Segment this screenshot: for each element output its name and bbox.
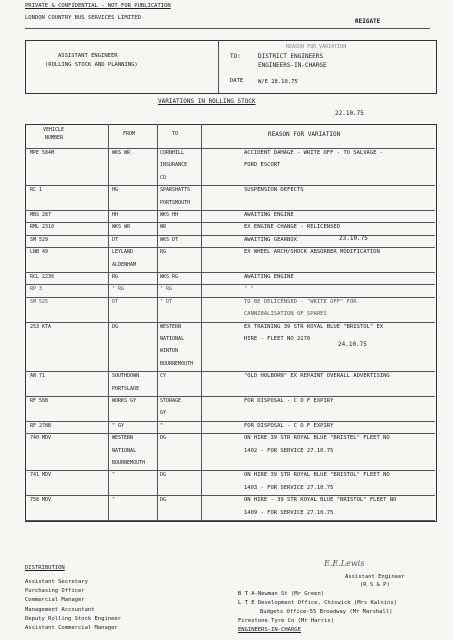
distribution-left-item: Commercial Manager xyxy=(25,597,85,604)
table-cell-r: AWAITING ENGINE xyxy=(244,212,294,218)
table-cell-r: EX ENGINE CHANGE - RELICENSED xyxy=(244,224,341,231)
table-cell-t: STORAGE xyxy=(160,398,182,404)
distribution-right-item: Budgets Office-55 Broadway (Mr Marshall) xyxy=(260,609,393,615)
signoff-sub: (R S & P) xyxy=(360,582,390,588)
table-cell-t: WKS RG xyxy=(160,274,179,280)
table-cell-r: FOR DISPOSAL - C O F EXPIRY xyxy=(244,398,334,404)
table-cell-r: 1402 - FOR SERVICE 27.10.75 xyxy=(244,447,334,454)
table-row-rule xyxy=(25,322,435,323)
table-row-rule xyxy=(25,520,435,521)
to-line-2: ENGINEERS-IN-CHARGE xyxy=(258,62,327,69)
table-cell-f: DT xyxy=(112,236,119,243)
table-cell-f: " RG xyxy=(112,286,125,293)
signature: E.E.Lewis xyxy=(324,559,365,568)
table-row-rule xyxy=(25,495,435,496)
table-row-rule xyxy=(25,284,435,285)
table-cell-v: SM 525 xyxy=(30,298,49,305)
table-cell-r: CANNIBALISATION OF SPARES xyxy=(244,311,327,318)
table-cell-t: WINTON xyxy=(160,348,179,355)
table-cell-f: " xyxy=(112,472,116,479)
table-cell-t: BOURNEMOUTH xyxy=(160,360,194,367)
table-cell-r: HIRE - FLEET NO 2270 xyxy=(244,336,311,342)
table-cell-r: ON HIRE 39 STR ROYAL BLUE "BRISTOL" FLEET NO xyxy=(244,472,390,479)
to-label: TO: xyxy=(230,53,241,60)
table-cell-v: MPE 584M xyxy=(30,150,55,156)
document-title: VARIATIONS IN ROLLING STOCK xyxy=(158,98,256,105)
company-name: LONDON COUNTRY BUS SERVICES LIMITED xyxy=(25,15,141,21)
date-mid-2: 24.10.75 xyxy=(338,341,367,348)
distribution-left-item: Assistant Commercial Manager xyxy=(25,625,118,631)
table-row-rule xyxy=(25,470,435,471)
table-cell-v: 253 KTA xyxy=(30,323,52,330)
table-row-rule xyxy=(25,396,435,397)
distribution-right-item: Firestone Tyre Co (Mr Harris) xyxy=(238,618,335,624)
table-cell-v: RC 1 xyxy=(30,187,43,194)
table-cell-r: FORD ESCORT xyxy=(244,162,281,169)
table-cell-t: RG xyxy=(160,249,167,256)
table-cell-t: SPARSHATTS xyxy=(160,187,191,194)
table-cell-t: GY xyxy=(160,410,167,417)
table-row-rule xyxy=(25,235,435,236)
table-cell-f: " GY xyxy=(112,422,125,429)
distribution-left-item: Assistant Secretary xyxy=(25,579,88,585)
from-line-1: ASSISTANT ENGINEER xyxy=(58,53,118,59)
table-cell-f: RG xyxy=(112,274,119,280)
table-cell-r: 1409 - FOR SERVICE 27.10.75 xyxy=(244,509,334,516)
table-row-rule xyxy=(25,421,435,422)
date-value: W/E 28.10.75 xyxy=(258,79,298,85)
table-cell-v: LNB 49 xyxy=(30,249,49,256)
table-cell-r: EX WHEEL ARCH/SHOCK ABSORBER MODIFICATION xyxy=(244,249,380,256)
table-cell-r: 1403 - FOR SERVICE 27.10.75 xyxy=(244,484,334,491)
table-cell-t: " xyxy=(160,422,164,429)
table-cell-t: INSURANCE xyxy=(160,162,188,169)
col-from-header: FROM xyxy=(123,131,136,137)
table-cell-f: SOUTHDOWN xyxy=(112,373,140,380)
table-cell-t: NATIONAL xyxy=(160,336,185,342)
distribution-right-item: ENGINEERS-IN-CHARGE xyxy=(238,627,301,633)
table-header-rule xyxy=(25,148,435,149)
table-cell-r: TO BE DELICENSED - "WRITE OFF" FOR xyxy=(244,298,357,305)
table-cell-f: ALDENHAM xyxy=(112,261,137,268)
table-cell-r: SUSPENSION DEFECTS xyxy=(244,187,304,194)
table-row-rule xyxy=(25,433,435,434)
from-line-2: (ROLLING STOCK AND PLANNING) xyxy=(45,62,138,68)
table-row-rule xyxy=(25,272,435,273)
stamp-text: REASON FOR VARIATION xyxy=(286,44,347,50)
table-cell-t: WKS HH xyxy=(160,212,179,218)
table-cell-t: CORNHILL xyxy=(160,150,185,156)
col-reason-header: REASON FOR VARIATION xyxy=(268,131,341,138)
confidential-notice: PRIVATE & CONFIDENTIAL - NOT FOR PUBLICATION xyxy=(25,3,171,9)
table-cell-r: EX TRAINING 39 STR ROYAL BLUE "BRISTOL" EX xyxy=(244,323,384,330)
distribution-heading: DISTRIBUTION xyxy=(25,565,65,571)
col-to-header: TO xyxy=(172,131,179,137)
location: REIGATE xyxy=(355,18,381,25)
table-cell-r: "OLD HOLBORN" EX REPAINT OVERALL ADVERTISING xyxy=(244,373,390,380)
table-cell-r: " " xyxy=(244,286,254,293)
distribution-right-item: B T A-Newman St (Mr Green) xyxy=(238,591,325,597)
table-cell-r: ON HIRE 39 STR ROYAL BLUE "BRISTEL" FLEET NO xyxy=(244,435,390,442)
table-cell-v: RP 3 xyxy=(30,286,43,293)
table-row-rule xyxy=(25,371,435,372)
date-top: 22.10.75 xyxy=(335,110,364,117)
table-cell-f: HH xyxy=(112,212,119,218)
distribution-right-item: L T E Development Office, Chiswick (Mrs Kalnins) xyxy=(238,600,397,606)
table-cell-t: WESTERN xyxy=(160,323,182,330)
distribution-left-item: Deputy Rolling Stock Engineer xyxy=(25,615,122,622)
table-cell-f: WORKS GY xyxy=(112,398,137,404)
table-cell-r: ACCIDENT DAMAGE - WRITE OFF - TO SALVAGE - xyxy=(244,150,384,156)
date-label: DATE xyxy=(230,78,244,84)
table-cell-t: DG xyxy=(160,472,167,479)
table-cell-t: " RG xyxy=(160,286,173,293)
table-cell-f: DT xyxy=(112,298,119,305)
table-cell-f: DG xyxy=(112,323,119,330)
table-cell-v: AN 71 xyxy=(30,373,46,380)
table-cell-r: AWAITING ENGINE xyxy=(244,274,294,280)
table-cell-v: RML 2310 xyxy=(30,224,55,231)
table-cell-r: AWAITING GEARBOX xyxy=(244,236,297,243)
table-row-rule xyxy=(25,210,435,211)
table-cell-f: WKS WR xyxy=(112,224,131,231)
table-row-rule xyxy=(25,185,435,186)
header-rule xyxy=(25,28,430,29)
table-cell-v: RF 278B xyxy=(30,422,52,429)
table-border xyxy=(25,124,437,522)
col-vehicle-header-2: NUMBER xyxy=(45,135,64,141)
table-row-rule xyxy=(25,222,435,223)
table-cell-v: 740 MDV xyxy=(30,435,52,442)
table-cell-v: 741 MDV xyxy=(30,472,52,479)
table-cell-f: PORTSLADE xyxy=(112,385,140,392)
distribution-left-item: Purchasing Officer xyxy=(25,588,85,595)
table-cell-f: LEYLAND xyxy=(112,249,134,256)
col-vehicle-header-1: VEHICLE xyxy=(43,127,65,133)
to-line-1: DISTRICT ENGINEERS xyxy=(258,53,324,60)
table-cell-f: WKS WR xyxy=(112,150,131,156)
table-cell-t: DG xyxy=(160,497,167,504)
table-cell-v: RCL 2236 xyxy=(30,274,55,280)
table-row-rule xyxy=(25,247,435,248)
date-mid-1: 23.10.75 xyxy=(339,235,368,242)
table-cell-f: " xyxy=(112,497,116,504)
table-cell-v: RF 56B xyxy=(30,398,49,404)
table-cell-t: CY xyxy=(160,373,167,380)
distribution-left-item: Management Accountant xyxy=(25,606,95,613)
table-cell-f: HG xyxy=(112,187,119,194)
table-cell-t: " DT xyxy=(160,298,173,305)
table-cell-t: DG xyxy=(160,435,167,442)
table-cell-f: WESTERN xyxy=(112,435,134,442)
memo-divider xyxy=(218,40,219,93)
table-cell-t: WKS DT xyxy=(160,236,179,243)
table-cell-v: SM 529 xyxy=(30,236,49,243)
table-cell-t: WR xyxy=(160,224,167,231)
table-cell-v: MBS 287 xyxy=(30,212,52,218)
table-row-rule xyxy=(25,297,435,298)
signoff-title: Assistant Engineer xyxy=(345,574,405,580)
table-cell-r: FOR DISPOSAL - C O F EXPIRY xyxy=(244,422,334,429)
table-cell-f: NATIONAL xyxy=(112,447,137,454)
table-cell-v: 758 MDV xyxy=(30,497,52,504)
table-cell-f: BOURNEMOUTH xyxy=(112,460,146,466)
table-cell-t: CO xyxy=(160,174,167,181)
table-cell-t: PORTSMOUTH xyxy=(160,199,191,206)
table-cell-r: ON HIRE - 39 STR ROYAL BLUE "BRISTOL" FLEET NO xyxy=(244,497,397,504)
